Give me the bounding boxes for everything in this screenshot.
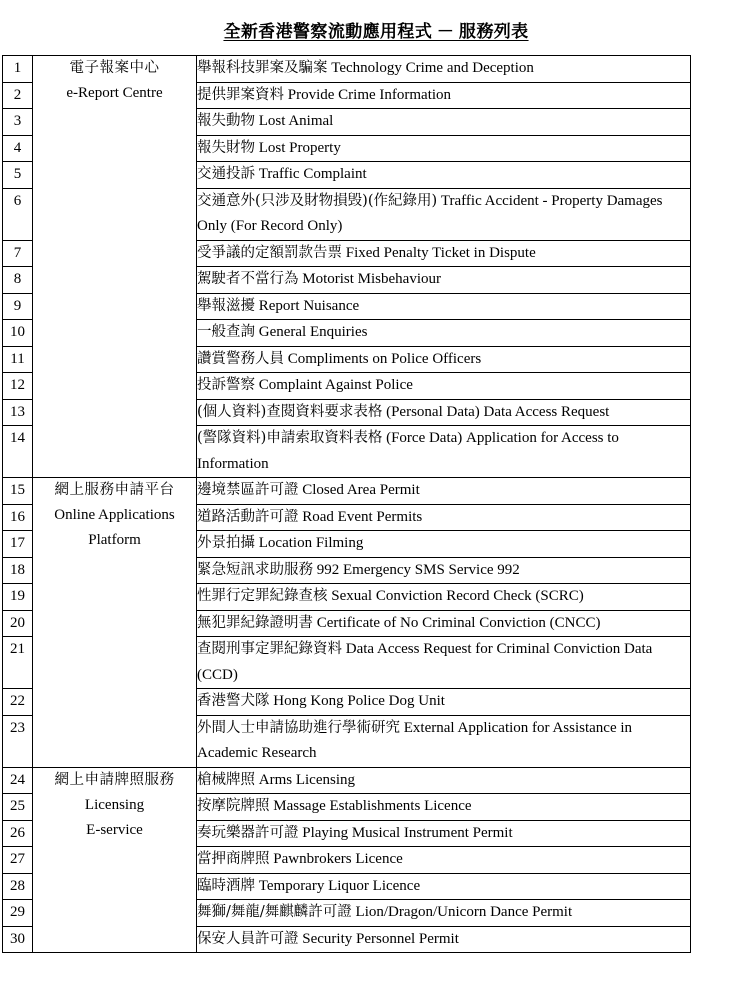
service-description-cell [197,820,691,847]
category-label-en: E-service [86,821,143,838]
service-name-zh: 無犯罪紀錄證明書 [197,614,313,631]
row-number-cell: 21 [3,637,33,689]
service-name-en: Lost Animal [258,113,334,129]
service-name-zh: (警隊資料)申請索取資料表格 [197,430,383,446]
service-name-zh: 按摩院牌照 [197,798,270,814]
service-name-en: Report Nuisance [258,297,360,314]
service-name-en: Data Access Request for Criminal Conviction Data (CCD) [197,641,653,683]
service-name-en: Lost Property [258,139,341,156]
service-name-zh: 舞獅/舞龍/舞麒麟許可證 [197,904,352,920]
service-description-cell [197,320,691,347]
service-name-en: Security Personnel Permit [302,930,459,947]
service-name-zh: 受爭議的定額罰款告票 [197,244,342,261]
service-name-zh: 道路活動許可證 [197,508,299,525]
service-description-cell [197,873,691,900]
category-label-zh: 網上申請牌照服務 [54,771,175,788]
service-name-en: Arms Licensing [258,771,355,788]
service-name-en: Certificate of No Criminal Conviction (CNCC) [316,614,601,631]
service-name-zh: 當押商牌照 [197,851,270,867]
service-name-zh: 報失財物 [197,139,255,156]
category-label-en: Licensing [84,796,145,813]
service-description-cell [197,188,691,240]
category-cell [33,56,197,478]
table-row [3,767,691,794]
row-number-cell: 3 [3,109,33,136]
service-description-cell [197,715,691,767]
row-number-cell: 30 [3,926,33,953]
service-name-en: Fixed Penalty Ticket in Dispute [345,244,536,261]
category-label-en: Platform [88,532,141,548]
service-name-zh: 讚賞警務人員 [197,350,284,367]
service-description-cell [197,610,691,637]
category-cell [33,478,197,768]
service-description-cell [197,584,691,611]
service-list-body [3,56,691,953]
service-name-en: Traffic Accident - Property Damages Only (For Record Only) [197,192,663,234]
service-name-en: Playing Musical Instrument Permit [302,824,513,841]
service-name-en: External Application for Assistance in Academic Research [197,719,633,761]
row-number-cell: 25 [3,794,33,821]
service-name-en: Closed Area Permit [302,482,420,498]
row-number-cell: 15 [3,478,33,505]
service-name-en: Temporary Liquor Licence [258,877,421,894]
table-row [3,478,691,505]
row-number-cell: 12 [3,373,33,400]
service-description-cell [197,557,691,584]
row-number-cell: 23 [3,715,33,767]
row-number-cell: 6 [3,188,33,240]
service-name-zh: 報失動物 [197,113,255,129]
service-description-cell [197,767,691,794]
service-description-cell [197,926,691,953]
service-name-en: Complaint Against Police [258,377,413,393]
service-name-zh: 提供罪案資料 [197,86,284,103]
service-description-cell [197,82,691,109]
service-name-en: Compliments on Police Officers [287,350,482,367]
service-name-zh: 交通意外(只涉及財物損毁)(作紀錄用) [197,192,438,209]
service-description-cell [197,426,691,478]
service-name-en: Lion/Dragon/Unicorn Dance Permit [355,904,573,920]
row-number-cell: 28 [3,873,33,900]
row-number-cell: 18 [3,557,33,584]
service-description-cell [197,399,691,426]
service-name-en: Pawnbrokers Licence [273,851,403,867]
service-name-en: Location Filming [258,535,364,551]
service-name-zh: 外間人士申請協助進行學術研究 [197,719,400,736]
service-name-zh: 奏玩樂器許可證 [197,824,299,841]
row-number-cell: 9 [3,293,33,320]
service-name-en: Provide Crime Information [287,86,452,103]
row-number-cell: 2 [3,82,33,109]
service-description-cell [197,267,691,294]
category-label-en: Online Applications [54,507,175,523]
service-name-zh: 查閱刑事定罪紀錄資料 [197,641,342,657]
service-list-table [2,55,691,953]
service-name-zh: 交通投訴 [197,166,255,182]
service-name-zh: 邊境禁區許可證 [197,482,299,498]
page-title-container [0,0,752,55]
row-number-cell: 11 [3,346,33,373]
service-name-zh: 投訴警察 [197,377,255,393]
service-description-cell [197,689,691,716]
category-cell [33,767,197,953]
service-name-zh: 舉報滋擾 [197,297,255,314]
service-name-en: Motorist Misbehaviour [302,271,441,287]
row-number-cell: 26 [3,820,33,847]
row-number-cell: 5 [3,162,33,189]
row-number-cell: 1 [3,56,33,83]
row-number-cell: 27 [3,847,33,874]
service-description-cell [197,293,691,320]
row-number-cell: 10 [3,320,33,347]
row-number-cell: 20 [3,610,33,637]
table-row [3,56,691,83]
category-label-zh: 網上服務申請平台 [54,482,175,498]
row-number-cell: 16 [3,504,33,531]
row-number-cell: 24 [3,767,33,794]
service-name-zh: 保安人員許可證 [197,930,299,947]
row-number-cell: 29 [3,900,33,927]
service-description-cell [197,794,691,821]
service-description-cell [197,346,691,373]
service-description-cell [197,109,691,136]
service-description-cell [197,637,691,689]
service-name-zh: 駕駛者不當行為 [197,271,299,287]
service-name-en: 992 Emergency SMS Service 992 [316,561,520,578]
row-number-cell: 8 [3,267,33,294]
service-name-zh: (個人資料)查閱資料要求表格 [197,403,383,420]
service-description-cell [197,504,691,531]
row-number-cell: 4 [3,135,33,162]
service-name-zh: 外景拍攝 [197,535,255,551]
row-number-cell: 14 [3,426,33,478]
row-number-cell: 13 [3,399,33,426]
service-description-cell [197,373,691,400]
service-description-cell [197,135,691,162]
service-name-zh: 舉報科技罪案及騙案 [197,60,328,76]
service-name-en: Hong Kong Police Dog Unit [273,693,445,709]
service-name-en: Massage Establishments Licence [273,798,472,814]
service-description-cell [197,847,691,874]
page-title: 全新香港警察流動應用程式 － 服務列表 [223,22,529,41]
category-label-en: e-Report Centre [66,85,163,101]
row-number-cell: 19 [3,584,33,611]
category-label-zh: 電子報案中心 [69,60,160,76]
service-name-en: Technology Crime and Deception [331,60,534,76]
service-name-zh: 一般查詢 [197,324,255,340]
row-number-cell: 22 [3,689,33,716]
service-name-en: (Force Data) Application for Access to Information [197,430,619,472]
row-number-cell: 17 [3,531,33,558]
service-name-zh: 緊急短訊求助服務 [197,561,313,578]
service-description-cell [197,162,691,189]
service-name-en: Sexual Conviction Record Check (SCRC) [331,588,584,604]
service-description-cell [197,531,691,558]
service-name-zh: 槍械牌照 [197,771,255,788]
service-description-cell [197,900,691,927]
service-description-cell [197,56,691,83]
service-name-en: Traffic Complaint [258,166,367,182]
row-number-cell: 7 [3,240,33,267]
service-name-en: General Enquiries [258,324,368,340]
service-name-zh: 香港警犬隊 [197,693,270,709]
service-name-en: (Personal Data) Data Access Request [386,403,610,420]
service-name-zh: 性罪行定罪紀錄查核 [197,588,328,604]
service-name-en: Road Event Permits [302,508,423,525]
service-description-cell [197,478,691,505]
service-description-cell [197,240,691,267]
service-name-zh: 臨時酒牌 [197,877,255,894]
